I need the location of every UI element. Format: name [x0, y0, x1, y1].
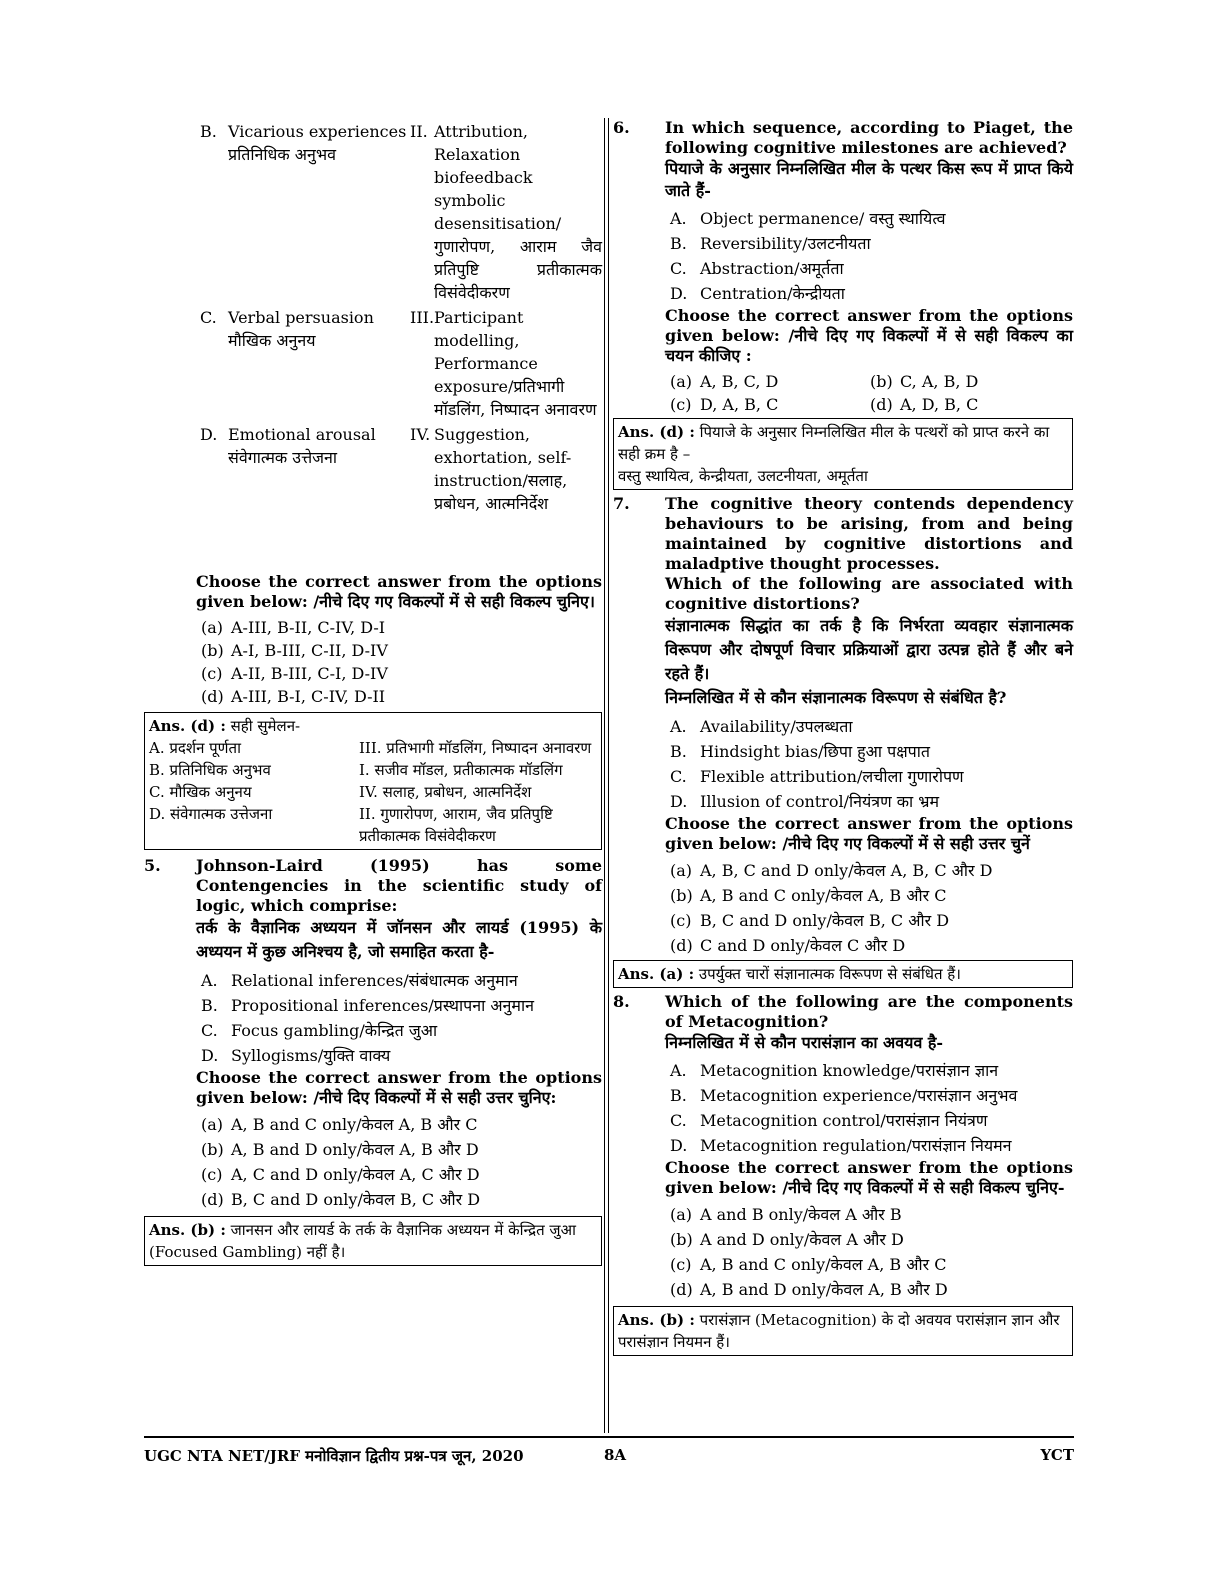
option: (c) A, C and D only/केवल A, C और D	[201, 1165, 480, 1184]
question-7: 7. The cognitive theory contends dependency behaviours to be arising, from and being maintained by cognitive distortions and maladptive thought processes. Which of the following are associated with cognitive distortions? संज्ञानात्मक सिद्धांत का तर्क है कि निर्भरता व्यवहार संज्ञानात्मक विरूपण और दोषपूर्ण विचार प्रक्रियाओं द्वारा उत्पन्न होते हैं और बने रहते हैं। निम्नलिखित में से कौन संज्ञानात्मक विरूपण से संबंधित है? A. Availability/उपलब्धता B. Hindsight bias/छिपा हुआ पक्षपात C. Flexible attribution/लचीला गुणारोपण D. Illusion of control/नियंत्रण का भ्रम Choose the correct answer from the options given below: /नीचे दिए गए विकल्पों में से सही उत्तर चुनें (a) A, B, C and D only/केवल A, B, C और D (b) A, B and C only/केवल A, B और C (c) B, C and D only/केवल B, C और D (d) C and D only/केवल C और D	[613, 494, 1073, 958]
list-item: D. Metacognition regulation/परासंज्ञान नियमन	[670, 1136, 1012, 1155]
question-text-hindi: तर्क के वैज्ञानिक अध्ययन में जॉनसन और लायर्ड (1995) के अध्ययन में कुछ अनिश्चय है, जो समाहित करता है-	[196, 918, 602, 961]
option: (a) A, B, C and D only/केवल A, B, C और D	[670, 861, 993, 880]
choose-instruction: Choose the correct answer from the options given below: /नीचे दिए विकल्पों में से सही उत्तर चुनिए:	[196, 1068, 602, 1107]
left-lower	[144, 572, 602, 1266]
question-text: Which of the following are associated with cognitive distortions?	[665, 574, 1073, 613]
option: (a) A and B only/केवल A और B	[670, 1205, 902, 1224]
option: (b) A and D only/केवल A और D	[670, 1230, 904, 1249]
answer-box: Ans. (b) : जानसन और लायर्ड के तर्क के वैज्ञानिक अध्ययन में केन्द्रित जुआ (Focused Gambling) नहीं है।	[144, 1216, 602, 1266]
option: (c) A, B and C only/केवल A, B और C	[670, 1255, 947, 1274]
answer-match-table: A. प्रदर्शन पूर्णता III. प्रतिभागी मॉडलिंग, निष्पादन अनावरण B. प्रतिनिधिक अनुभव I. सजीव मॉडल, प्रतीकात्मक मॉडलिंग C. मौखिक अनुनय IV. सलाह, प्रबोधन, आत्मनिर्देश D. संवेगात्मक उत्तेजना II. गुणारोपण, आराम, जैव प्रतिपुष्टि प्रतीकात्मक विसंवेदीकरण	[149, 739, 592, 845]
option: (b) A, B and D only/केवल A, B और D	[201, 1140, 479, 1159]
choose-instruction: Choose the correct answer from the options given below: /नीचे दिए गए विकल्पों में से सही विकल्प का चयन कीजिए :	[665, 306, 1073, 365]
option: (d) A, D, B, C	[870, 395, 979, 414]
option: (c) D, A, B, C	[670, 395, 779, 414]
choose-instruction: Choose the correct answer from the options given below: /नीचे दिए गए विकल्पों में से सही विकल्प चुनिए-	[665, 1158, 1073, 1197]
list-item: A. Metacognition knowledge/परासंज्ञान ज्ञान	[670, 1061, 999, 1080]
match-row-d: D. Emotional arousal संवेगात्मक उत्तेजना IV. Suggestion, exhortation, self-instruction/सलाह, प्रबोधन, आत्मनिर्देश	[200, 425, 572, 513]
list-item: B. Hindsight bias/छिपा हुआ पक्षपात	[670, 742, 931, 761]
option: (c) A-II, B-III, C-I, D-IV	[201, 664, 388, 683]
question-5: 5. Johnson-Laird (1995) has some Contengencies in the scientific study of logic, which comprise: तर्क के वैज्ञानिक अध्ययन में जॉनसन और लायर्ड (1995) के अध्ययन में कुछ अनिश्चय है, जो समाहित करता है- A. Relational inferences/संबंधात्मक अनुमान B. Propositional inferences/प्रस्थापना अनुमान C. Focus gambling/केन्द्रित जुआ D. Syllogisms/युक्ति वाक्य Choose the correct answer from the options given below: /नीचे दिए विकल्पों में से सही उत्तर चुनिए: (a) A, B and C only/केवल A, B और C (b) A, B and D only/केवल A, B और D (c) A, C and D only/केवल A, C और D (d) B, C and D only/केवल B, C और D	[144, 856, 602, 1212]
answer-box: Ans. (a) : उपर्युक्त चारों संज्ञानात्मक विरूपण से संबंधित हैं।	[613, 960, 1073, 988]
list-item: C. Focus gambling/केन्द्रित जुआ	[201, 1021, 438, 1040]
question-text-hindi: निम्नलिखित में से कौन संज्ञानात्मक विरूपण से संबंधित है?	[665, 688, 1007, 707]
question-8: 8. Which of the following are the components of Metacognition? निम्नलिखित में से कौन परासंज्ञान का अवयव है- A. Metacognition knowledge/परासंज्ञान ज्ञान B. Metacognition experience/परासंज्ञान अनुभव C. Metacognition control/परासंज्ञान नियंत्रण D. Metacognition regulation/परासंज्ञान नियमन Choose the correct answer from the options given below: /नीचे दिए गए विकल्पों में से सही विकल्प चुनिए- (a) A and B only/केवल A और B (b) A and D only/केवल A और D (c) A, B and C only/केवल A, B और C (d) A, B and D only/केवल A, B और D	[613, 992, 1073, 1302]
choose-instruction: Choose the correct answer from the options given below: /नीचे दिए गए विकल्पों में से सही विकल्प चुनिए।	[196, 572, 602, 611]
choose-instruction: Choose the correct answer from the options given below: /नीचे दिए गए विकल्पों में से सही उत्तर चुनें	[665, 814, 1073, 853]
question-text: In which sequence, according to Piaget, the following cognitive milestones are achieved?	[665, 118, 1073, 157]
list-item: D. Centration/केन्द्रीयता	[670, 284, 845, 303]
list-item: B. Metacognition experience/परासंज्ञान अनुभव	[670, 1086, 1018, 1105]
option: (d) B, C and D only/केवल B, C और D	[201, 1190, 481, 1209]
question-text: The cognitive theory contends dependency behaviours to be arising, from and being maintained by cognitive distortions and maladptive thought processes.	[665, 494, 1073, 573]
question-text-hindi: संज्ञानात्मक सिद्धांत का तर्क है कि निर्भरता व्यवहार संज्ञानात्मक विरूपण और दोषपूर्ण विचार प्रक्रियाओं द्वारा उत्पन्न होते हैं और बने रहते हैं।	[665, 616, 1073, 683]
list-item: C. Flexible attribution/लचीला गुणारोपण	[670, 767, 964, 786]
page-number: 8A	[604, 1446, 627, 1464]
option-grid	[665, 370, 1073, 416]
option: (b) C, A, B, D	[870, 372, 979, 391]
list-item: D. Illusion of control/नियंत्रण का भ्रम	[670, 792, 940, 811]
question-text: Which of the following are the components of Metacognition?	[665, 992, 1073, 1031]
right-column	[613, 118, 1073, 1356]
option: (c) B, C and D only/केवल B, C और D	[670, 911, 950, 930]
list-item: A. Relational inferences/संबंधात्मक अनुमान	[201, 971, 518, 990]
question-text-hindi: निम्नलिखित में से कौन परासंज्ञान का अवयव है-	[665, 1033, 944, 1052]
list-item: C. Metacognition control/परासंज्ञान नियंत्रण	[670, 1111, 988, 1130]
footer-title: UGC NTA NET/JRF मनोविज्ञान द्वितीय प्रश्न-पत्र जून, 2020	[144, 1447, 524, 1465]
list-item: B. Reversibility/उलटनीयता	[670, 234, 871, 253]
answer-box: Ans. (b) : परासंज्ञान (Metacognition) के दो अवयव परासंज्ञान ज्ञान और परासंज्ञान नियमन हैं।	[613, 1306, 1073, 1356]
column-divider	[604, 118, 605, 1433]
list-item: A. Object permanence/ वस्तु स्थायित्व	[670, 209, 946, 228]
publisher-mark: YCT	[1040, 1446, 1074, 1464]
match-table-grid	[200, 120, 602, 515]
match-row-b: B. Vicarious experiences प्रतिनिधिक अनुभव II. Attribution, Relaxation biofeedback symbolic desensitisation/गुणारोपण, आराम जैव प्रतिपुष्टि प्रतीकात्मक विसंवेदीकरण	[200, 122, 602, 302]
column-divider	[608, 118, 609, 1433]
list-item: B. Propositional inferences/प्रस्थापना अनुमान	[201, 996, 535, 1015]
answer-box: Ans. (d) : सही सुमेलन- A. प्रदर्शन पूर्णता III. प्रतिभागी मॉडलिंग, निष्पादन अनावरण B. प्रतिनिधिक अनुभव I. सजीव मॉडल, प्रतीकात्मक मॉडलिंग C. मौखिक अनुनय IV. सलाह, प्रबोधन, आत्मनिर्देश D. संवेगात्मक उत्तेजना II. गुणारोपण, आराम, जैव प्रतिपुष्टि प्रतीकात्मक विसंवेदीकरण	[144, 712, 602, 850]
option: (a) A, B and C only/केवल A, B और C	[201, 1115, 478, 1134]
question-text-hindi: पियाजे के अनुसार निम्नलिखित मील के पत्थर किस रूप में प्राप्त किये जाते हैं-	[665, 159, 1073, 200]
list-item: A. Availability/उपलब्धता	[670, 717, 853, 736]
option: (b) A-I, B-III, C-II, D-IV	[201, 641, 388, 660]
option: (d) C and D only/केवल C और D	[670, 936, 906, 955]
question-text: Johnson-Laird (1995) has some Contengencies in the scientific study of logic, which comprise:	[196, 856, 602, 915]
option: (a) A-III, B-II, C-IV, D-I	[201, 618, 386, 637]
option: (a) A, B, C, D	[670, 372, 779, 391]
question-6: 6. In which sequence, according to Piaget, the following cognitive milestones are achieved? पियाजे के अनुसार निम्नलिखित मील के पत्थर किस रूप में प्राप्त किये जाते हैं- A. Object permanence/ वस्तु स्थायित्व B. Reversibility/उलटनीयता C. Abstraction/अमूर्तता D. Centration/केन्द्रीयता Choose the correct answer from the options given below: /नीचे दिए गए विकल्पों में से सही विकल्प का चयन कीजिए : (a) A, B, C, D (b) C, A, B, D (c) D, A, B, C (d) A, D, B, C	[613, 118, 1073, 414]
list-item: C. Abstraction/अमूर्तता	[670, 259, 844, 278]
answer-box: Ans. (d) : पियाजे के अनुसार निम्नलिखित मील के पत्थरों को प्राप्त करने का सही क्रम है – वस्तु स्थायित्व, केन्द्रीयता, उलटनीयता, अमूर्तता	[613, 418, 1073, 490]
page-footer	[144, 1436, 1074, 1466]
list-item: D. Syllogisms/युक्ति वाक्य	[201, 1046, 391, 1065]
option: (d) A, B and D only/केवल A, B और D	[670, 1280, 948, 1299]
option: (d) A-III, B-I, C-IV, D-II	[201, 687, 386, 706]
option: (b) A, B and C only/केवल A, B और C	[670, 886, 947, 905]
match-row-c: C. Verbal persuasion मौखिक अनुनय III. Participant modelling, Performance exposure/प्रतिभागी मॉडलिंग, निष्पादन अनावरण	[200, 308, 597, 419]
